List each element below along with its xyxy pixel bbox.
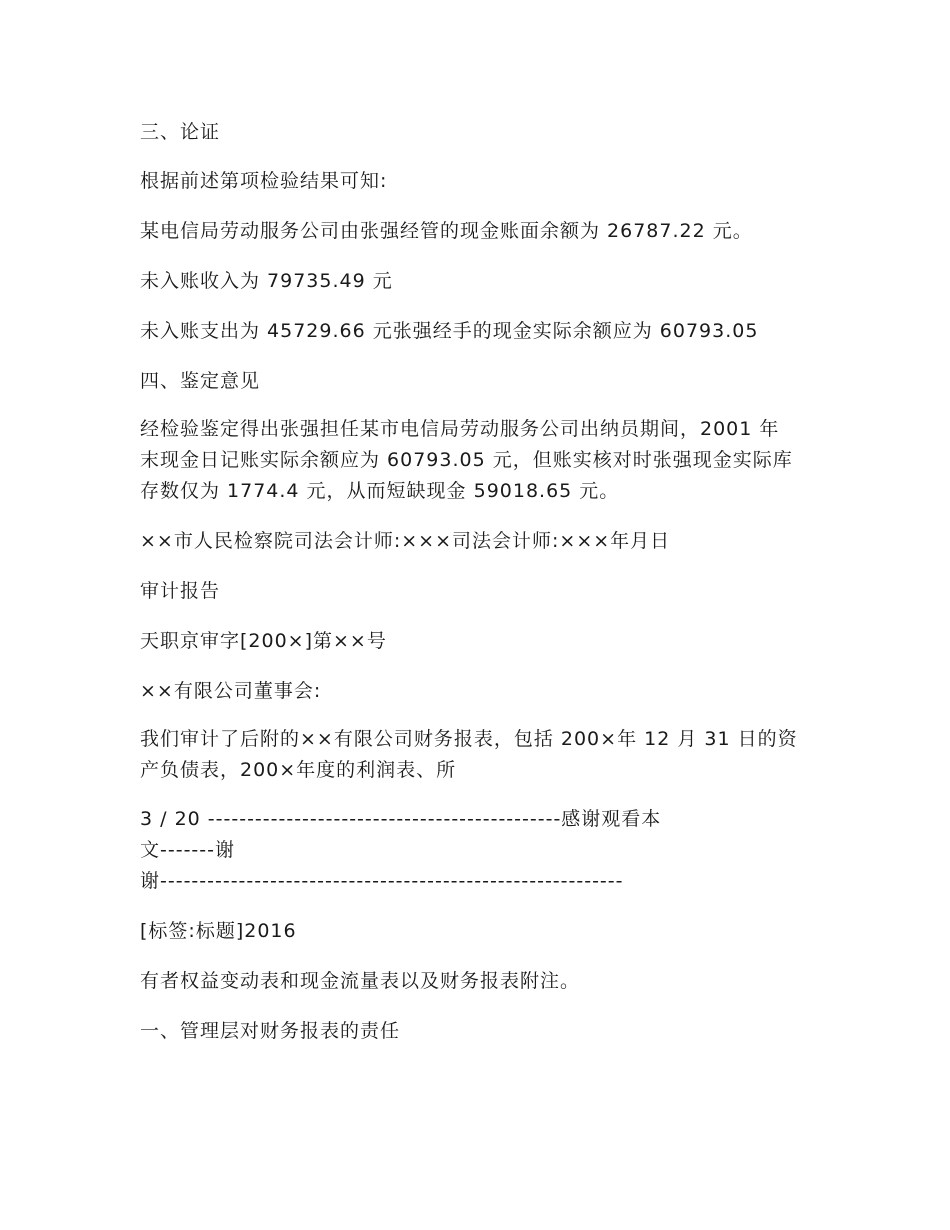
unrecorded-income-line: 未入账收入为 79735.49 元 bbox=[140, 270, 393, 292]
opinion-line: 末现金日记账实际余额应为 60793.05 元，但账实核对时张强现金实际库 bbox=[140, 449, 793, 471]
unrecorded-expense-line: 未入账支出为 45729.66 元张强经手的现金实际余额应为 60793.05 bbox=[140, 320, 759, 342]
reference-number: 天职京审字[200×]第××号 bbox=[140, 630, 387, 652]
opinion-line: 经检验鉴定得出张强担任某市电信局劳动服务公司出纳员期间，2001 年 bbox=[140, 418, 780, 440]
footer-line: 文-------谢 bbox=[140, 839, 235, 861]
intro-line: 根据前述第项检验结果可知: bbox=[140, 170, 388, 192]
page-footer bbox=[140, 804, 820, 897]
section-heading-opinion: 四、鉴定意见 bbox=[140, 370, 261, 392]
continuation-line: 有者权益变动表和现金流量表以及财务报表附注。 bbox=[140, 970, 581, 992]
audit-report-title: 审计报告 bbox=[140, 580, 221, 602]
audit-line: 我们审计了后附的××有限公司财务报表，包括 200×年 12 月 31 日的资 bbox=[140, 728, 798, 750]
tag-line: [标签:标题]2016 bbox=[140, 920, 297, 942]
footer-line: 谢----------------------------------------------------------- bbox=[140, 870, 624, 892]
opinion-paragraph bbox=[140, 414, 820, 507]
book-balance-line: 某电信局劳动服务公司由张强经管的现金账面余额为 26787.22 元。 bbox=[140, 220, 753, 242]
footer-line: 3 / 20 ---------------------------------------------感谢观看本 bbox=[140, 808, 662, 830]
section-heading-argument: 三、论证 bbox=[140, 121, 221, 143]
addressee-line: ××有限公司董事会: bbox=[140, 680, 322, 702]
audit-paragraph bbox=[140, 724, 820, 786]
opinion-line: 存数仅为 1774.4 元，从而短缺现金 59018.65 元。 bbox=[140, 480, 620, 502]
section-heading-management: 一、管理层对财务报表的责任 bbox=[140, 1020, 401, 1042]
signature-line: ××市人民检察院司法会计师:×××司法会计师:×××年月日 bbox=[140, 530, 671, 552]
audit-line: 产负债表，200×年度的利润表、所 bbox=[140, 759, 457, 781]
